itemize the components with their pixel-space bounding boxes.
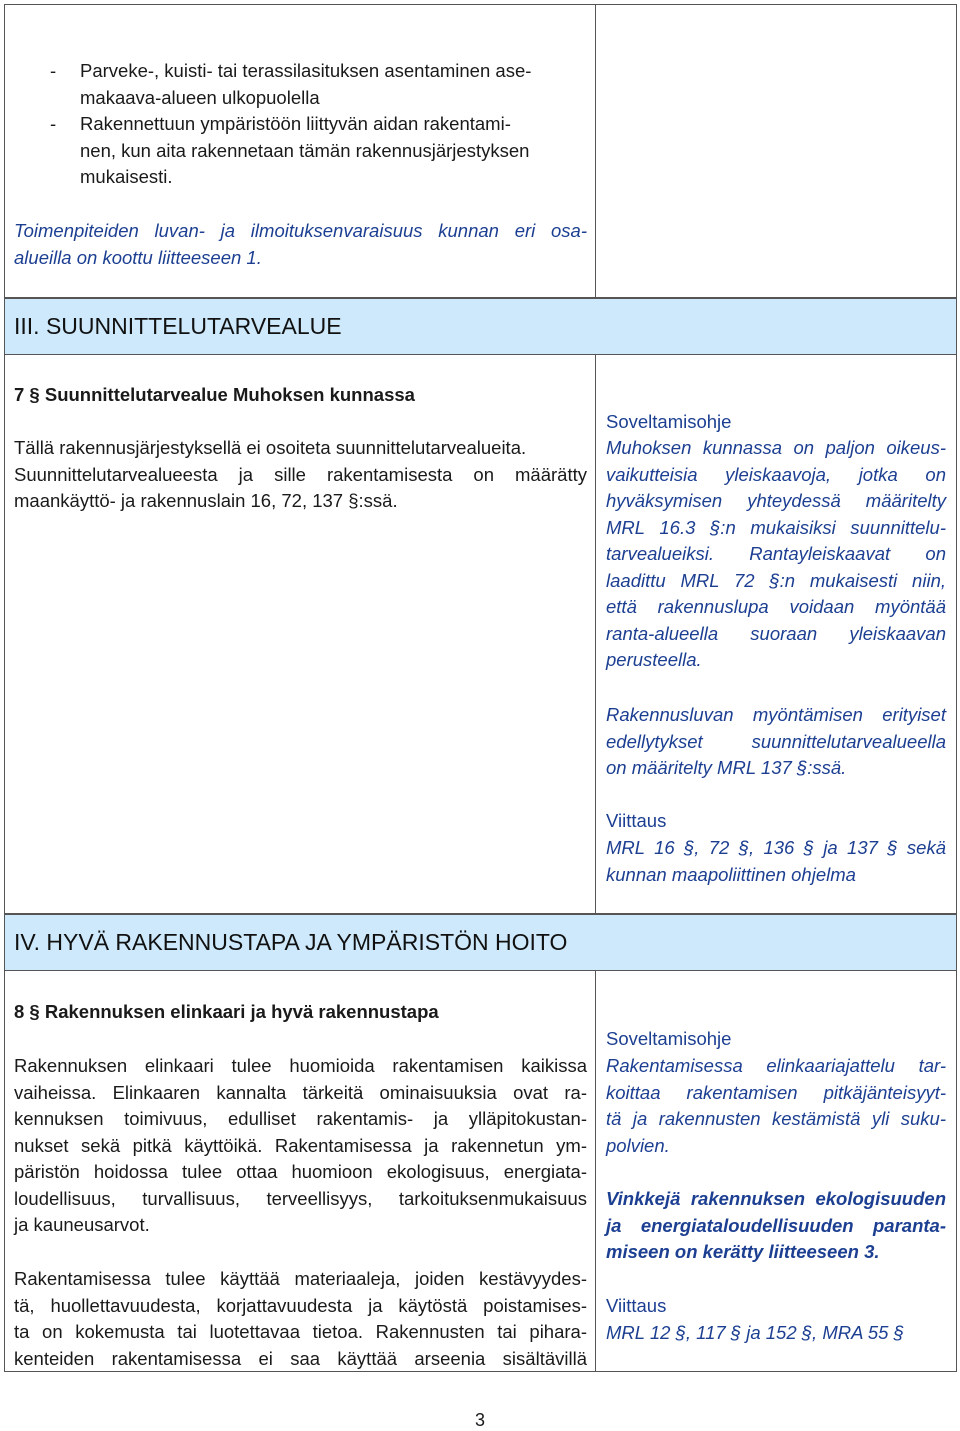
body-line: tä, huollettavuudesta, korjattavuudesta ja käytöstä poistamises- — [14, 1294, 587, 1316]
reference-text: MRL 12 §, 117 § ja 152 §, MRA 55 § — [606, 1322, 904, 1343]
bullet-text — [80, 58, 531, 111]
section-heading: III. SUUNNITTELUTARVEALUE — [14, 313, 342, 339]
guide-text — [606, 1053, 946, 1159]
reference-text — [606, 835, 946, 888]
bullet-item — [50, 58, 590, 111]
body-line: nukset sekä pitkä käyttöikä. Rakentamisessa ja rakennetun ym- — [14, 1134, 587, 1156]
guide-line: vaikutteisia yleiskaavoja, jotka on — [606, 463, 946, 485]
body-line: vaiheissa. Elinkaaren kannalta tärkeitä ominaisuuksia ovat ra- — [14, 1081, 587, 1103]
guide-line: polvien. — [606, 1134, 670, 1156]
dash-marker: - — [50, 60, 57, 81]
section-heading: IV. HYVÄ RAKENNUSTAPA JA YMPÄRISTÖN HOITO — [14, 929, 568, 955]
guide-line: ranta-alueella suoraan yleiskaavan — [606, 622, 946, 644]
page-number: 3 — [474, 1410, 485, 1430]
body-line: maankäyttö- ja rakennuslain 16, 72, 137 §:ssä. — [14, 490, 398, 511]
top-right-cell — [595, 4, 957, 298]
section4-paragraph-1 — [14, 1053, 587, 1239]
bullet-item — [50, 111, 590, 191]
body-line: kennuksen toimivuus, edulliset rakentamis- ja ylläpitokustan- — [14, 1108, 587, 1129]
guide-label: Soveltamisohje — [606, 1028, 732, 1049]
reference-label: Viittaus — [606, 1295, 667, 1316]
guide-line: Muhoksen kunnassa on paljon oikeus- — [606, 437, 946, 458]
guide-text-2 — [606, 702, 946, 782]
body-line: päristön hoidossa tulee ottaa huomioon ekologisuus, energiata- — [14, 1161, 587, 1182]
guide-line: on määritelty MRL 137 §:ssä. — [606, 757, 847, 778]
guide-label: Soveltamisohje — [606, 411, 732, 432]
tip-line: miseen on kerätty liitteeseen 3. — [606, 1241, 880, 1262]
note-line: alueilla on koottu liitteeseen 1. — [14, 246, 262, 268]
tip-line: Vinkkejä rakennuksen ekologisuuden — [606, 1188, 946, 1209]
bullet-line: mukaisesti. — [80, 166, 173, 187]
annex-note — [14, 218, 587, 271]
guide-line: laadittu MRL 72 §:n mukaisesti niin, — [606, 569, 946, 591]
guide-line: tä ja rakennusten kestämistä yli suku- — [606, 1108, 946, 1129]
dash-marker: - — [50, 113, 57, 134]
reference-line: MRL 16 §, 72 §, 136 § ja 137 § sekä — [606, 837, 946, 858]
guide-line: perusteella. — [606, 649, 702, 670]
subsection-title: 7 § Suunnittelutarvealue Muhoksen kunnassa — [14, 384, 415, 405]
section4-paragraph-2 — [14, 1266, 587, 1372]
section3-body — [14, 435, 587, 515]
bullet-line: makaava-alueen ulkopuolella — [80, 86, 320, 108]
note-line: Toimenpiteiden luvan- ja ilmoituksenvaraisuus kunnan eri osa- — [14, 220, 587, 241]
guide-line: koittaa rakentamisen pitkäjänteisyyt- — [606, 1081, 946, 1103]
bullet-line: nen, kun aita rakennetaan tämän rakennusjärjestyksen — [80, 139, 530, 161]
body-line: ta on kokemusta tai luotettavaa tietoa. Rakennusten tai piharа- — [14, 1321, 587, 1342]
body-line: ja kauneusarvot. — [14, 1214, 150, 1235]
bullet-text — [80, 111, 529, 191]
body-line: loudellisuus, turvallisuus, terveellisyys, tarkoituksenmukaisuus — [14, 1187, 587, 1209]
guide-text — [606, 435, 946, 674]
reference-line: kunnan maapoliittinen ohjelma — [606, 863, 856, 885]
tip-line: ja energiataloudellisuuden paranta- — [606, 1214, 946, 1236]
bullet-line: Rakennettuun ympäristöön liittyvän aidan rakentami- — [80, 113, 511, 134]
guide-line: MRL 16.3 §:n mukaisiksi suunnittelu- — [606, 516, 946, 538]
body-line: Rakennuksen elinkaari tulee huomioida rakentamisen kaikissa — [14, 1055, 587, 1076]
subsection-title: 8 § Rakennuksen elinkaari ja hyvä rakennustapa — [14, 1001, 439, 1022]
body-line: kenteiden rakentamisessa ei saa käyttää arseenia sisältävillä — [14, 1347, 587, 1369]
body-line: Tällä rakennusjärjestyksellä ei osoiteta suunnittelutarvealueita. — [14, 437, 527, 458]
guide-line: edellytykset suunnittelutarvealueella — [606, 730, 946, 752]
guide-line: tarvealueiksi. Rantayleiskaavat on — [606, 543, 946, 564]
guide-line: hyväksymisen yhteydessä määritelty — [606, 490, 946, 511]
guide-line: Rakennusluvan myöntämisen erityiset — [606, 704, 946, 725]
bullet-line: Parveke-, kuisti- tai terassilasituksen asentaminen ase- — [80, 60, 532, 81]
reference-label: Viittaus — [606, 810, 667, 831]
tip-text — [606, 1186, 946, 1266]
guide-line: että rakennuslupa voidaan myöntää — [606, 596, 946, 617]
body-line: Suunnittelutarvealueesta ja sille rakentamisesta on määrätty — [14, 463, 587, 485]
body-line: Rakentamisessa tulee käyttää materiaaleja, joiden kestävyydes- — [14, 1268, 587, 1289]
bullet-list — [50, 58, 590, 191]
guide-line: Rakentamisessa elinkaariajattelu tar- — [606, 1055, 946, 1076]
